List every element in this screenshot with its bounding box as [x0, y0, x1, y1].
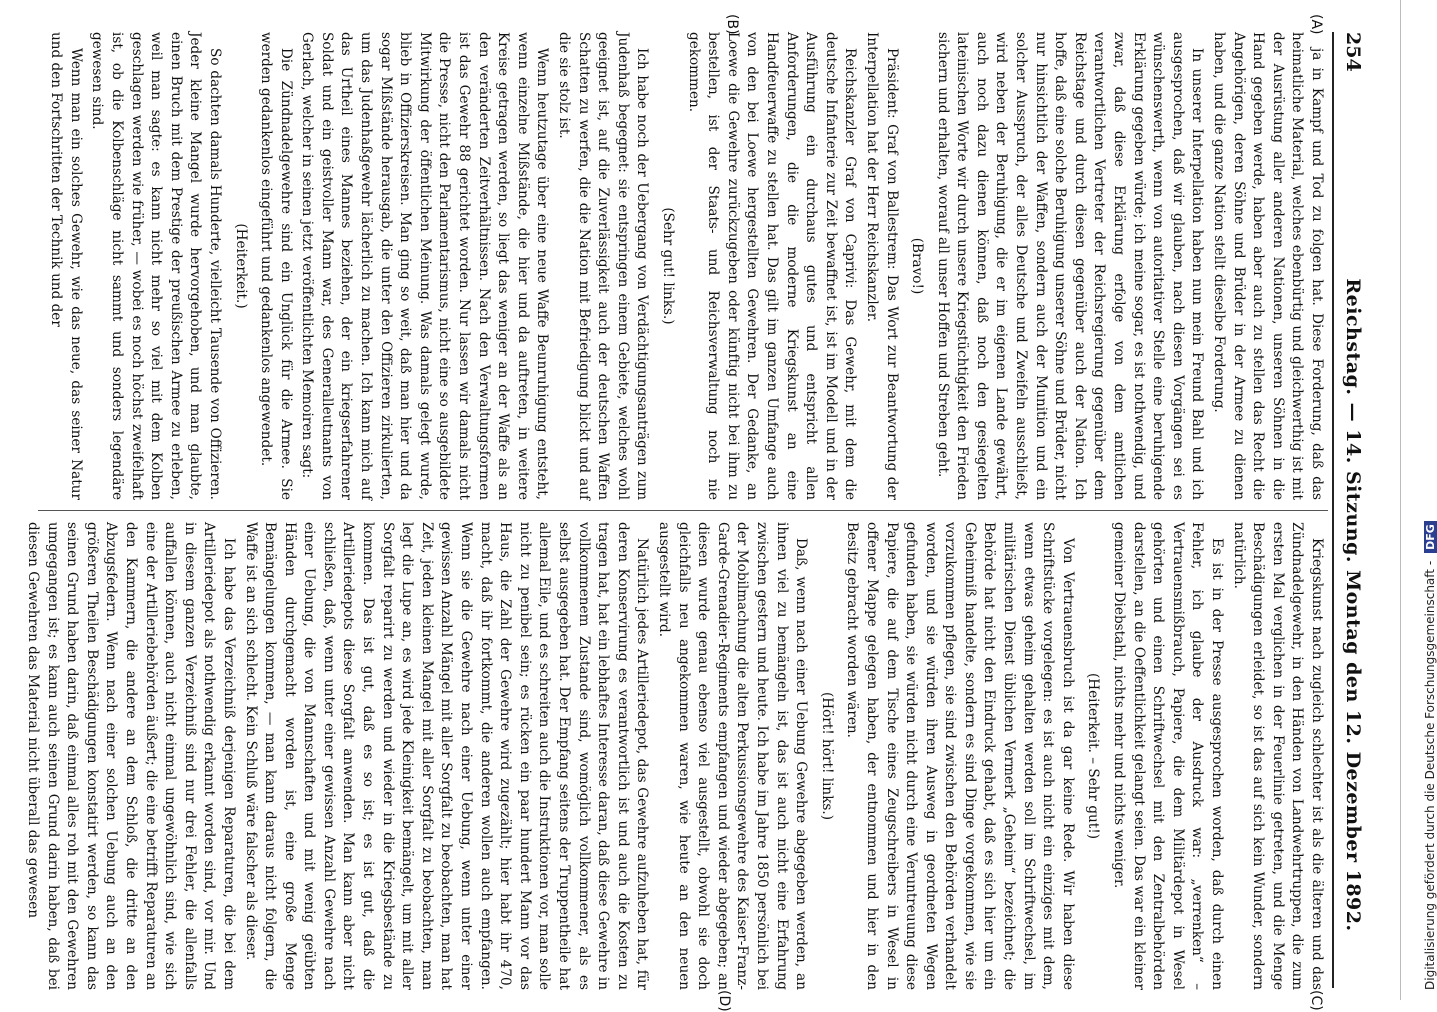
paragraph: Wenn man ein solches Gewehr, wie das neue, das seiner Natur und den Fortschritten der Technik und der	[48, 32, 84, 500]
margin-marker-d: (D)	[716, 990, 732, 1012]
page-header	[1332, 32, 1374, 988]
paragraph: So dachten damals Hunderte, vielleicht Tausende von Offizieren. Jeder kleine Mangel wurde hervorgehoben, und man glaubte, einen Bruch mit dem Prestige der preußischen Armee zu erleben, weil man sagte: es kann nicht mehr so viel mit dem Kolben geschlagen werden wie früher, — wobei es noch höchst zweifelhaft ist, ob die Kolbenschläge nicht sammt und sonders legendäre gewesen sind.	[89, 32, 223, 500]
column-divider	[38, 510, 1328, 511]
paragraph: Natürlich jedes Artilleriedepot, das Gewehre aufzuheben hat, für deren Konservirung es verantwortlich ist und auch die Kosten zu tragen hat, hat ein lebhaftes Interesse daran, daß diese Gewehre in vollkommenem Zustande sind, womöglich vollkommener, als es selbst ausgegeben hat. Der Empfang seitens der Truppentheile hat allemal Eile, und es schreiten auch die Instruktionen vor, man solle nicht zu penibel sein; es rücken ein paar hundert Mann vor das Haus, die Zahl der Gewehre wird zugezählt; hier habt ihr 470, macht, daß ihr fortkommt, die anderen wollen auch empfangen. Wenn sie die Gewehre nach einer Uebung, wenn unter einer gewissen Anzahl Mängel mit aller Sorgfalt zu beobachten, man hat Zeit, jeden kleinen Mangel mit aller Sorgfalt zu beobachten, man legt die Lupe an, es wird jede Kleinigkeit bemängelt, um mit aller Sorgfalt reparirt zu werden und wieder in die Kriegsbestände zu kommen. Das ist gut, daß es so ist; es ist gut, daß die Artilleriedepots diese Sorgfalt anwenden. Man kann aber nicht schließen, daß, wenn unter einer gewissen Anzahl Gewehre nach einer Uebung, die von Mannschaften und mit wenig geübten Händen durchgemacht worden ist, eine große Menge Bemängelungen kommen, — man kann daraus nicht folgern, die Waffe ist an sich schlecht. Kein Schluß wäre falscher als dieser.	[242, 522, 651, 991]
funding-note: Digitalisierung gefördert durch die Deutsche Forschungsgemeinschaft -	[1423, 560, 1437, 990]
left-column	[26, 32, 1326, 500]
block-quote: Die Zündnadelgewehre sind ein Unglück für die Armee. Sie werden gedankenlos eingeführt und gedankenlos angewendet.	[258, 32, 294, 500]
speaker-paragraph: Reichskanzler Graf von Caprivi: Das Gewehr, mit dem die deutsche Infanterie zur Zeit bewaffnet ist, ist im Modell und in der Ausführung ein durchaus gutes und entspricht allen Anforderungen, die die moderne Kriegskunst an eine Handfeuerwaffe zu stellen hat. Das gilt im ganzen Umfange auch von den bei Loewe hergestellten Gewehren. Der Gedanke, an Loewe die Gewehre zurückzugeben oder künftig nicht bei ihm zu bestellen, ist der Staats- und Reichsverwaltung noch nie gekommen.	[685, 32, 859, 500]
paragraph: Ich habe das Verzeichniß derjenigen Reparaturen, die bei dem Artilleriedepot als nothwendig erkannt worden sind, vor mir. Und in diesem ganzen Verzeichniß sind nur drei Fehler, die allenfalls auffallen können, auch nicht einmal ungewöhnlich sind, wie sich eine der Artilleriebehörden äußert; die eine betrifft Reparaturen an den Kammern, die andere an dem Schloß, die dritte an den Abzugsfedern. Wenn nach einer solchen Uebung auch an den größeren Theilen Beschädigungen konstatirt werden, so kann das seinen Grund haben darin, daß einmal alles roh mit den Gewehren umgegangen ist; es kann auch seinen Grund darin haben, daß bei diesen Gewehren das Material nicht überall das gewesen	[25, 522, 237, 990]
paragraph: ja in Kampf und Tod zu folgen hat. Diese Forderung, daß das heimatliche Material, welches ebenbürtig und gleichwerthig ist mit der Ausrüstung aller anderen Nationen, unseren Söhnen in die Hand gegeben werde, haben aber auch zu stellen das Recht die Angehörigen, deren Söhne und Brüder in der Armee zu dienen haben, und die ganze Nation stellt dieselbe Forderung.	[1211, 32, 1325, 500]
dfg-logo-icon: DFG	[1424, 521, 1437, 553]
paragraph: Wenn heutzutage über eine neue Waffe Beunruhigung entsteht, wenn einzelne Mißstände, die hier und da auftreten, in weitere Kreise getragen werden, so liegt das weniger an der Waffe als an den veränderten Zeitverhältnissen. Nach den Verwaltungsformen ist das Gewehr 88 gerichtet worden. Nur lassen wir damals nicht die Presse, nicht den Parlamentarismus, nicht eine so ausgebildete Mitwirkung der öffentlichen Meinung. Was damals gelegt wurde, blieb in Offizierskreisen. Man ging so weit, daß man hier und da sogar Mißstände herausgab, die unter den Offizieren zirkulierten, um das Judenhaßgewehr lächerlich zu machen. Ich kann mich auf das Urtheil eines Mannes beziehen, der ein kriegserfahrener Soldat und ein geistvoller Mann war, des Generalleutnants von Gerlach, welcher in seinen jetzt veröffentlichten Memoiren sagt:	[299, 32, 551, 500]
page-number: 254	[1342, 32, 1364, 72]
paragraph: Ich habe noch der Uebergang von Verdächtigungsanträgen zum Judenhaß begegnet: sie entspringen einem Gebiete, welches wohl geeignet ist, auf die Zuverlässigkeit auch der deutschen Waffen Schatten zu werfen, die die Nation mit Befriedigung blickt und auf die sie stolz ist.	[556, 32, 651, 500]
running-title: Reichstag. — 14. Sitzung. Montag den 12. Dezember 1892.	[1342, 278, 1364, 932]
footer-line	[1423, 521, 1437, 990]
margin-marker-a: (A)	[1308, 14, 1324, 35]
paragraph: In unserer Interpellation haben nun mein Freund Bahl und ich ausgesprochen, daß wir glauben, nach diesen Vorgängen sei es wünschenswerth, wenn von autoritativer Stelle eine beruhigende Erklärung gegeben würde; ich meine sogar, es ist nothwendig, und zwar, daß diese Erklärung erfolge von dem amtlichen verantwortlichen Vertreter der Reichsregierung gegenüber dem Reichstage und durch diesen gegenüber auch der Nation. Ich hoffe, daß eine solche Beruhigung unserer Söhne und Brüder, nicht nur hinsichtlich der Waffen, sondern auch der Munition und ein solcher Ausspruch, der alles Deutsche und Zweifeln ausschließt, wird neben der Beruhigung, die er im eigenen Lande gewährt, auch noch dazu dienen können, daß noch den gesiegelten lateinischen Worte wir durch unsere Kriegstüchtigkeit den Frieden sichern und erhalten, worauf all unser Hoffen und Streben geht.	[934, 32, 1206, 500]
stage-direction: (Hört! hört! links.)	[818, 691, 835, 821]
digitization-footer	[1400, 0, 1437, 1000]
paragraph: Daß, wenn nach einer Uebung Gewehre abgegeben werden, an ihnen viel zu bemängeln ist, das ist auch nicht eine Erfahrung zwischen gestern und heute. Ich habe im Jahre 1850 persönlich bei der Mobilmachung die alten Perkussionsgewehre des Kaiser-Franz-Garde-Grenadier-Regiments empfangen und wieder abgegeben; an diesen wurde genau ebenso viel ausgestellt, obwohl sie doch gleichfalls neu angekommen waren, wie heute an den neuen ausgestellt wird.	[656, 522, 810, 990]
margin-marker-c: (C)	[1308, 990, 1324, 1011]
stage-direction: (Sehr gut! links.)	[660, 207, 676, 325]
speaker-paragraph: Präsident: Graf von Ballestrem: Das Wort zur Beantwortung der Interpellation hat der Herr Reichskanzler.	[863, 32, 900, 500]
right-column	[26, 522, 1326, 990]
stage-direction: (Heiterkeit.)	[232, 223, 249, 309]
stage-direction: (Bravo!)	[909, 237, 926, 295]
stage-direction: (Heiterkeit. – Sehr gut!)	[1085, 672, 1102, 840]
paragraph: Es ist in der Presse ausgesprochen worden, daß durch einen Fehler, ich glaube der Ausdruck war: „verrenken“ – Vertrauensmißbrauch, Papiere, die dem Militärdepot in Wesel gehörten und einen Schriftwechsel mit den Zentralbehörden darstellen, an die Oeffentlichkeit gelangt seien. Das war ein kleiner gemeiner Diebstahl, nichts mehr und nichts weniger.	[1111, 522, 1226, 990]
paragraph: Kriegskunst nach zugleich schlechter ist als die älteren und das Zündnadelgewehr, in den Händen von Landwehrtruppen, die zum ersten Mal verglichen in der Feuerlinie getreten, und die Menge Beschädigungen erleidet, so ist das auf sich kein Wunder, sondern natürlich.	[1230, 522, 1325, 990]
margin-marker-b: (B)	[724, 14, 740, 35]
paragraph: Von Vertrauensbruch ist da gar keine Rede. Wir haben diese Schriftstücke vorgelegen: es ist auch nicht ein einziges mit dem, wenn etwas geheim gehalten werden soll im Schriftwechsel, im militärischen Dienst üblichen Vermerk „Geheim“ bezeichnet; die Behörde hat nicht den Eindruck gehabt, daß es sich hier um ein Geheimniß handelte, sondern es sind Dinge vorgekommen, wie sie vorzukommen pflegen, sie sind zwischen den Behörden verhandelt worden, und sie würden ihren Ausweg in geordneten Wegen gefunden haben, sie würden nicht durch eine Veruntreuung diese Papiere, die auf dem Tische eines Zeugschreibers in Wesel in offener Mappe gelegen haben, der entnommen und hier in den Besitz gebracht worden wären.	[844, 522, 1076, 990]
